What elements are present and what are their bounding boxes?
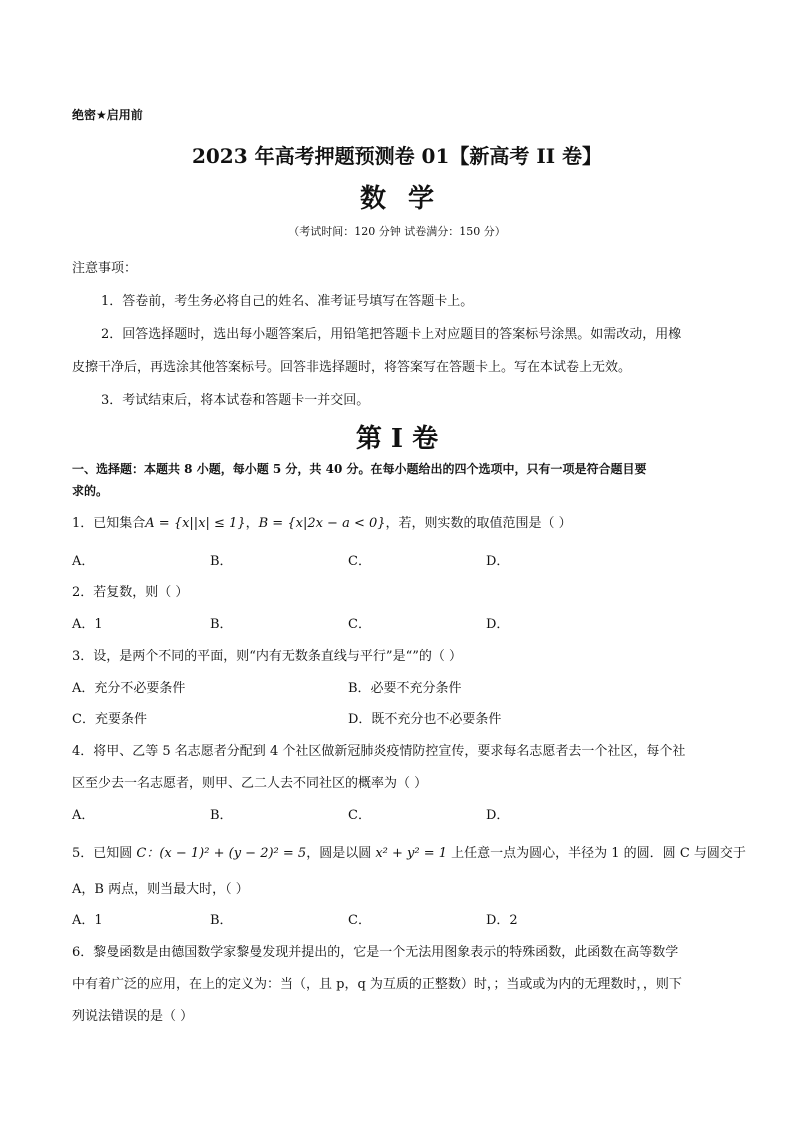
- q5-circle-c: C：(x − 1)² + (y − 2)² = 5: [136, 846, 307, 861]
- q4-option-b: B．: [210, 808, 233, 823]
- q1-set-b: B = {x|2x − a < 0}: [258, 516, 386, 531]
- q4-option-a: A．: [72, 808, 95, 823]
- question-2: 2．若复数，则（ ）: [72, 585, 189, 600]
- q5-option-b: B．: [210, 913, 233, 928]
- q5-prefix: 5．已知圆: [72, 846, 137, 861]
- notice-title: 注意事项：: [72, 261, 138, 276]
- q5-unit-circle: x² + y² = 1: [375, 846, 448, 861]
- section-heading-cont: 求的。: [72, 484, 109, 498]
- question-1: [72, 512, 572, 531]
- question-4-cont: 区至少去一名志愿者，则甲、乙二人去不同社区的概率为（ ）: [72, 776, 428, 791]
- q1-sep: ，: [245, 516, 259, 531]
- q3-option-b: B．必要不充分条件: [348, 681, 462, 696]
- exam-title: 2023 年高考押题预测卷 01【新高考 II 卷】: [191, 144, 603, 168]
- q1-option-a: A．: [72, 554, 95, 569]
- question-6: 6．黎曼函数是由德国数学家黎曼发现并提出的，它是一个无法用图象表示的特殊函数，此函数在高等数学: [72, 945, 679, 960]
- confidential-label: 绝密★启用前: [72, 108, 143, 122]
- q5-option-a: A．1: [72, 913, 103, 928]
- q2-option-c: C．: [348, 617, 371, 632]
- notice-item: 3．考试结束后，将本试卷和答题卡一并交回。: [101, 393, 370, 408]
- q1-option-c: C．: [348, 554, 371, 569]
- q4-option-c: C．: [348, 808, 371, 823]
- q3-option-a: A．充分不必要条件: [72, 681, 186, 696]
- question-4: 4．将甲、乙等 5 名志愿者分配到 4 个社区做新冠肺炎疫情防控宣传，要求每名志愿者去一个社区，每个社: [72, 744, 686, 759]
- notice-item: 2．回答选择题时，选出每小题答案后，用铅笔把答题卡上对应题目的答案标号涂黑。如需改动，用橡: [101, 327, 682, 342]
- section-heading: 一、选择题：本题共 8 小题，每小题 5 分，共 40 分。在每小题给出的四个选项中，只有一项是符合题目要: [72, 462, 647, 476]
- question-5-cont: A，B 两点，则当最大时，（ ）: [72, 882, 249, 897]
- question-6-cont2: 列说法错误的是（ ）: [72, 1009, 194, 1024]
- question-6-cont: 中有着广泛的应用，在上的定义为：当（，且 p，q 为互质的正整数）时，；当或或为内的无理数时，，则下: [72, 977, 682, 992]
- notice-item: 皮擦干净后，再选涂其他答案标号。回答非选择题时，将答案写在答题卡上。写在本试卷上无效。: [72, 360, 632, 375]
- q1-option-d: D．: [486, 554, 510, 569]
- q1-set-a: A = {x||x| ≤ 1}: [145, 516, 246, 531]
- q3-option-c: C．充要条件: [72, 712, 147, 727]
- q4-option-d: D．: [486, 808, 510, 823]
- volume-title: 第 I 卷: [355, 424, 439, 454]
- q1-prefix: 1．已知集合: [72, 516, 146, 531]
- q5-mid: ，圆是以圆: [306, 846, 376, 861]
- subject-title: 数学: [359, 184, 456, 214]
- notice-item: 1．答卷前，考生务必将自己的姓名、准考证号填写在答题卡上。: [101, 294, 474, 309]
- q1-option-b: B．: [210, 554, 233, 569]
- q2-option-b: B．: [210, 617, 233, 632]
- q2-option-a: A．1: [72, 617, 103, 632]
- question-3: 3．设，是两个不同的平面，则“内有无数条直线与平行”是“”的（ ）: [72, 649, 462, 664]
- q5-suffix: 上任意一点为圆心，半径为 1 的圆．圆 C 与圆交于: [447, 846, 746, 861]
- exam-time: （考试时间：120 分钟 试卷满分：150 分）: [288, 225, 506, 238]
- q5-option-c: C．: [348, 913, 371, 928]
- q1-suffix: ，若，则实数的取值范围是（ ）: [385, 516, 572, 531]
- q5-option-d: D．2: [486, 913, 518, 928]
- q2-option-d: D．: [486, 617, 510, 632]
- q3-option-d: D．既不充分也不必要条件: [348, 712, 502, 727]
- question-5: [72, 842, 746, 861]
